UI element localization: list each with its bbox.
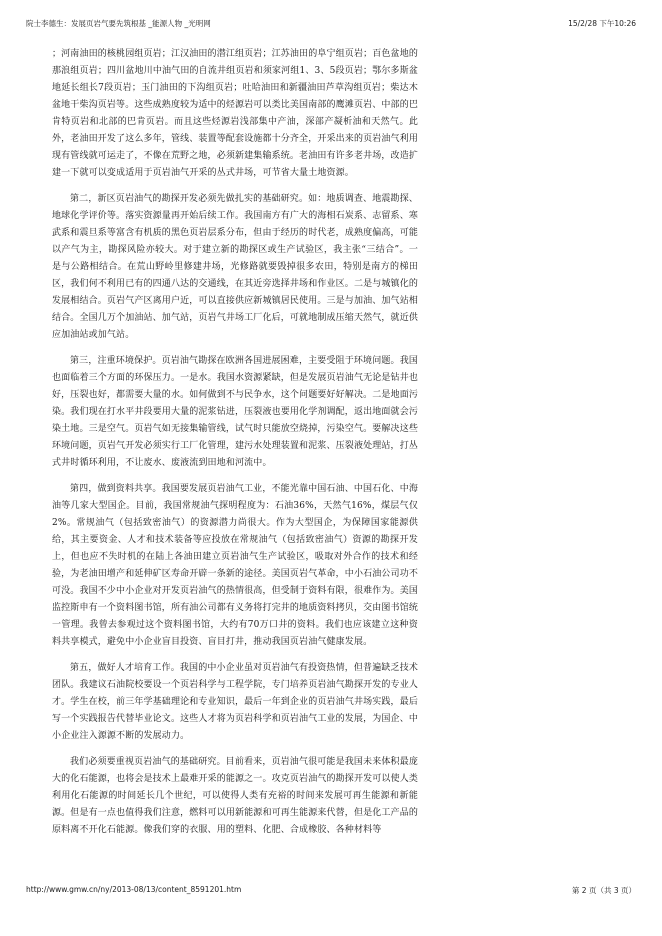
paragraph-fifth-point: 第五，做好人才培育工作。我国的中小企业虽对页岩油气有投资热情，但普遍缺乏技术团队。我建议石油院校要设一个页岩科学与工程学院，专门培养页岩油气勘探开发的专业人才。学生在校，前三年学基础理论和专业知识，最后一年到企业的页岩油气井场实践，最后写一个实践报告代替毕业论文。这些人才将为页岩科学和页岩油气工业的发展，为国企、中小企业注入源源不断的发展动力。	[52, 663, 419, 741]
print-datetime: 15/2/28 下午10:26	[568, 19, 636, 28]
paragraph-conclusion: 我们必须要重视页岩油气的基础研究。目前看来，页岩油气很可能是我国未来体积最庞大的化石能源，也将会是技术上最难开采的能源之一。攻克页岩油气的勘探开发可以使人类利用化石能源的时间延长几个世纪，可以使得人类有充裕的时间来发展可再生能源和新能源。但是有一点也值得我们注意，燃料可以用新能源和可再生能源来代替，但是化工产品的原料离不开化石能源。像我们穿的衣服、用的塑料、化肥、合成橡胶、各种材料等	[52, 757, 419, 835]
source-url: http://www.gmw.cn/ny/2013-08/13/content_8591201.htm	[26, 885, 242, 894]
paragraph-second-point: 第二，新区页岩油气的勘探开发必须先做扎实的基础研究。如：地质调查、地震勘探、地球化学评价等。落实资源量再开始后续工作。我国南方有广大的海相石炭系、志留系、寒武系和震旦系等富含有机质的黑色页岩层系分布，但由于经历的时代老，成熟度偏高，可能以产气为主，勘探风险亦较大。对于建立新的勘探区或生产试验区，我主张“三结合”。一是与公路相结合。在荒山野岭里修建井场，光修路就要毁掉很多农田，特别是南方的梯田区，我们何不利用已有的四通八达的交通线，在其近旁选择井场和作业区。二是与城镇化的发展相结合。页岩气产区离用户近，可以直接供应新城镇居民使用。三是与加油、加气站相结合。全国几万个加油站、加气站，页岩气井场工厂化后，可就地制成压缩天然气，就近供应加油站或加气站。	[52, 194, 419, 340]
page-number: 第 2 页（共 3 页）	[571, 886, 636, 895]
paragraph-fourth-point: 第四，做到资料共享。我国要发展页岩油气工业，不能光靠中国石油、中国石化、中海油等几家大型国企。目前，我国常规油气探明程度为：石油36%，天然气16%，煤层气仅2%。常规油气（包括致密油气）的资源潜力尚很大。作为大型国企，为保障国家能源供给，其主要资金、人才和技术装备等应投放在常规油气（包括致密油气）资源的勘探开发上，但也应不失时机的在陆上各油田建立页岩油气生产试验区，吸取对外合作的技术和经验，为老油田增产和延伸矿区寿命开辟一条新的途径。美国页岩气革命，中小石油公司功不可没。我国不少中小企业对开发页岩油气的热情很高，但受制于资料有限，很难作为。美国监控斯申有一个资料图书馆，所有油公司都有义务将打完井的地质资料拷贝，交由图书馆统一管理。我曾去参观过这个资料图书馆，大约有70万口井的资料。我们也应该建立这种资料共享模式，避免中小企业盲目投资、盲目打井，推动我国页岩油气健康发展。	[52, 484, 419, 647]
paragraph-continued: ；河南油田的核桃园组页岩；江汉油田的潜江组页岩；江苏油田的阜宁组页岩；百色盆地的那浪组页岩；四川盆地川中油气田的自流井组页岩和须家河组1、3、5段页岩；鄂尔多斯盆地延长组长7段页岩；玉门油田的下沟组页岩；吐哈油田和新疆油田芦草沟组页岩；柴达木盆地干柴沟页岩等。这些成熟度较为适中的烃源岩可以类比美国南部的鹰滩页岩、中部的巴肯特页岩和北部的巴肯页岩。而且这些烃源岩浅部集中产油，深部产凝析油和天然气。此外，老油田开发了这么多年，管线、装置等配套设施都十分齐全，开采出来的页岩油气利用现有管线就可运走了，不像在荒野之地，必须新建集输系统。老油田有许多老井场，改造扩建一下就可以变成适用于页岩油气开采的丛式井场，可节省大量土地资源。	[52, 49, 419, 178]
print-footer	[26, 885, 636, 896]
article-body	[52, 46, 418, 848]
page-title: 院士李德生：发展页岩气要先筑根基 _能源人物 _光明网	[26, 19, 211, 28]
paragraph-third-point: 第三，注重环境保护。页岩油气勘探在欧洲各国进展困难，主要受阻于环境问题。我国也面临着三个方面的环保压力。一是水。我国水资源紧缺，但是发展页岩油气无论是钻井也好，压裂也好，都需要大量的水。如何做到不与民争水，这个问题要好好解决。二是地面污染。我们现在打水平井段要用大量的泥浆钻进，压裂液也要用化学剂调配，返出地面就会污染土地。三是空气。页岩气如无接集输管线，试气时只能放空烧掉，污染空气。要解决这些环境问题，页岩气开发必须实行工厂化管理，建污水处理装置和泥浆、压裂液处理站，打丛式井时循环利用，不让废水、废液流到田地和河流中。	[52, 356, 419, 468]
print-header	[26, 18, 636, 29]
